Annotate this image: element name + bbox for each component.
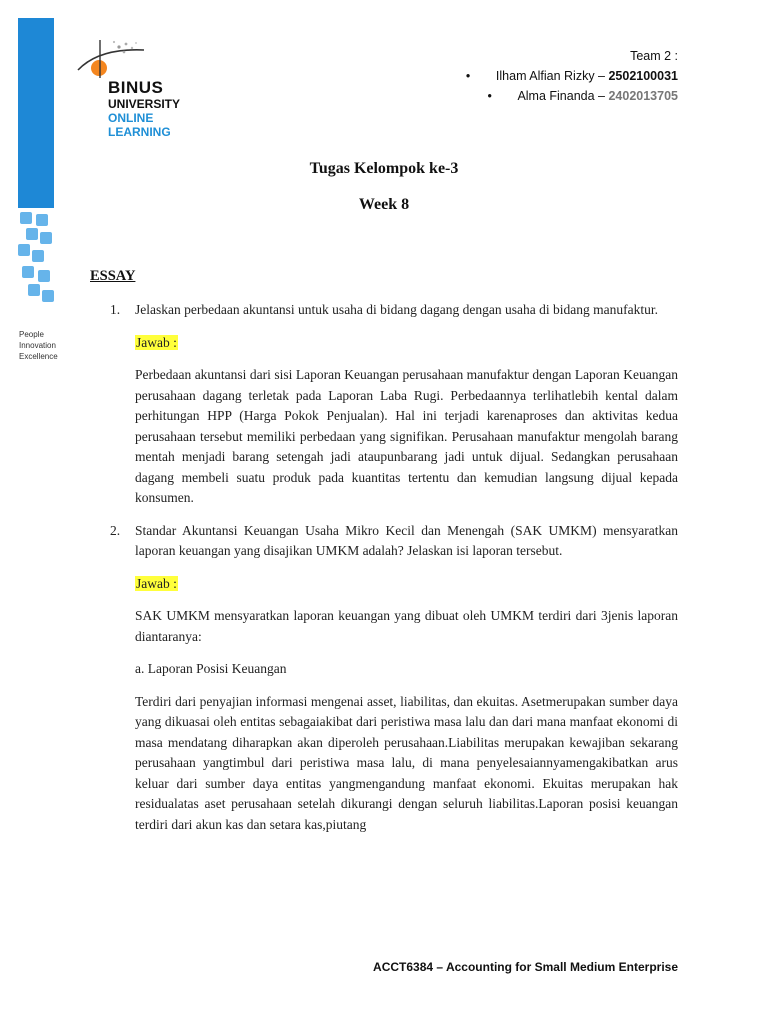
logo-mark-icon [74,38,194,82]
question-number: 1. [110,302,121,317]
tagline-people: People [19,330,44,339]
page-footer: ACCT6384 – Accounting for Small Medium Enterprise [373,960,678,974]
logo-text-online: ONLINE [108,111,154,125]
logo-text-learning: LEARNING [108,125,171,139]
member-name: Alma Finanda – [517,89,609,103]
bullet-icon: • [465,69,471,83]
member-id: 2502100031 [608,69,678,83]
team-member [466,86,678,106]
question-number: 2. [110,522,121,538]
member-name: Ilham Alfian Rizky – [495,69,609,83]
doc-week: Week 8 [358,196,410,213]
member-id: 2402013705 [608,89,678,103]
tagline-excellence: Excellence [19,352,58,361]
detail-text: Terdiri dari penyajian informasi mengenai asset, liabilitas, dan ekuitas. Asetmerupakan sumber daya yang dikuasai oleh entitas sebagaiakibat dari peristiwa masa lalu dan dari mana manfaat ekonomi di masa mendatang diharapkan akan diperoleh perusahaan.Liabilitas merupakan kewajiban sekarang perusahaan yangtimbul dari peristiwa masa lalu, di mana penyelesaiannyamengakibatkan arus keluar dari sumber daya entitas yangmengandung manfaat ekonomi. Ekuitas merupakan hak residualatas aset perusahaan setelah dikurangi dengan seluruh liabilitas.Laporan posisi keuangan terdiri dari akun kas dan setara kas,piutang [135,693,678,832]
answer-text: Perbedaan akuntansi dari sisi Laporan Keuangan perusahaan manufaktur dengan Laporan Keuangan perusahaan dagang terletak pada Laporan Laba Rugi. Perbedaannya terlihatlebih kental dalam perhitungan HPP (Harga Pokok Penjualan). Hal ini terjadi karenaproses dan aktivitas kedua perusahaan tersebut memiliki perbedaan yang signifikan. Perusahaan manufaktur mengolah barang mentah menjadi barang setengah jadi ataupunbarang jadi untuk dijual. Sedangkan perusahaan dagang membeli suatu produk pada kuantitas tertentu dan kemudian langsung dijual kepada konsumen. [135,367,678,505]
question-1 [110,300,678,321]
binus-logo [74,38,194,142]
bullet-icon: • [487,89,492,103]
answer-label-highlight: Jawab : [136,334,177,350]
question-text: Standar Akuntansi Keuangan Usaha Mikro Kecil dan Menengah (SAK UMKM) mensyaratkan laporan keuangan yang disajikan UMKM adalah? Jelaskan isi laporan tersebut. [135,522,678,558]
answer-label [135,574,678,595]
sub-heading: a. Laporan Posisi Keuangan [135,661,287,676]
answer-label [135,333,678,354]
tagline-innovation: Innovation [19,341,56,350]
answer-label-highlight: Jawab : [136,575,177,591]
logo-text-binus: BINUS [108,78,164,97]
tagline [19,329,58,362]
team-member [466,66,678,86]
question-2 [110,521,678,562]
team-title: Team 2 : [630,49,678,63]
question-text: Jelaskan perbedaan akuntansi untuk usaha di bidang dagang dengan usaha di bidang manufaktur. [135,302,658,317]
doc-title: Tugas Kelompok ke-3 [309,160,459,177]
section-heading: ESSAY [90,268,136,284]
document-body [110,300,678,835]
logo-text-university: UNIVERSITY [108,97,181,111]
answer-text: SAK UMKM mensyaratkan laporan keuangan yang dibuat oleh UMKM terdiri dari 3jenis laporan diantaranya: [135,608,678,644]
team-block [466,46,678,106]
